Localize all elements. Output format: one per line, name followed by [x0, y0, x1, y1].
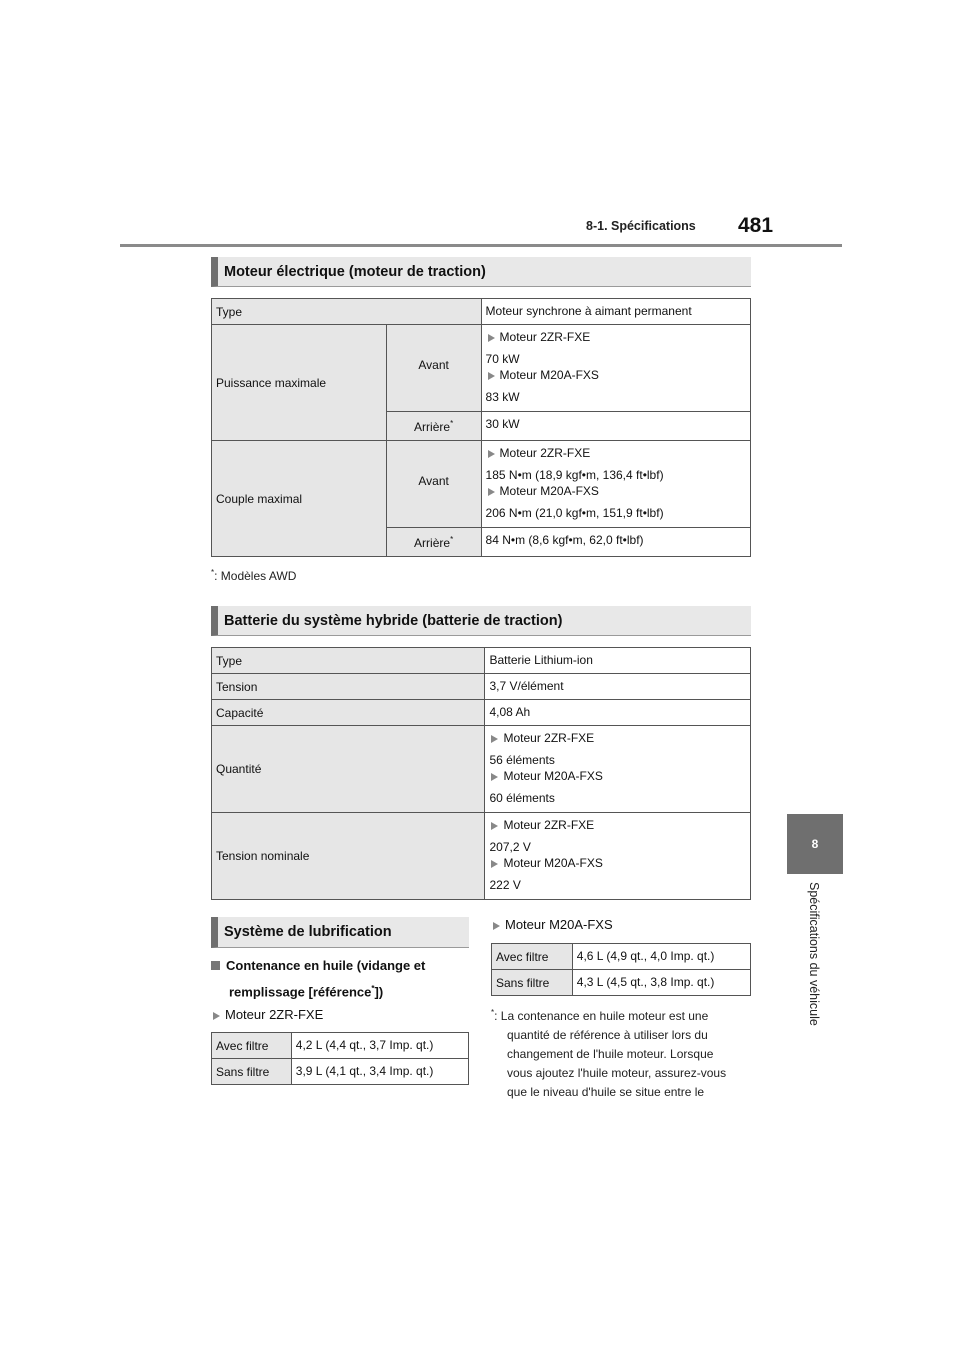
cell-value: 4,08 Ah [485, 700, 751, 726]
cell-sublabel: Avant [386, 325, 481, 412]
chapter-tab[interactable] [787, 814, 843, 874]
cell-label: Capacité [212, 700, 485, 726]
chapter-label: Spécifications du véhicule [807, 882, 821, 1026]
triangle-bullet-icon [493, 922, 500, 930]
cell-value: 3,7 V/élément [485, 674, 751, 700]
table-row [212, 1059, 469, 1085]
chapter-number: 8 [811, 837, 819, 851]
square-bullet-icon [211, 961, 220, 970]
motor-heading: Moteur électrique (moteur de traction) [211, 257, 751, 287]
triangle-bullet-icon [488, 372, 495, 380]
table-row [212, 674, 751, 700]
cell-value: 3,9 L (4,1 qt., 3,4 Imp. qt.) [291, 1059, 468, 1085]
cell-value: 4,6 L (4,9 qt., 4,0 Imp. qt.) [572, 944, 750, 970]
table-row [212, 299, 751, 325]
cell-label: Couple maximal [212, 441, 387, 557]
cell-value: Moteur 2ZR-FXE 70 kW Moteur M20A-FXS 83 kW [481, 325, 750, 412]
cell-value: 4,2 L (4,4 qt., 3,7 Imp. qt.) [291, 1033, 468, 1059]
triangle-bullet-icon [491, 735, 498, 743]
triangle-bullet-icon [488, 334, 495, 342]
cell-sublabel: Avant [386, 441, 481, 528]
oil-footnote: *: La contenance en huile moteur est une quantité de référence à utiliser lors du changement de l'huile moteur. Lorsque vous ajoutez l'huile moteur, assurez-vous que le niveau d'huile se situe entre le [491, 1008, 727, 1099]
table-row [212, 813, 751, 900]
cell-sublabel: Arrière* [386, 412, 481, 441]
cell-label: Type [212, 648, 485, 674]
table-row [212, 700, 751, 726]
cell-value: Moteur synchrone à aimant permanent [481, 299, 750, 325]
triangle-bullet-icon [491, 773, 498, 781]
cell-value: Batterie Lithium-ion [485, 648, 751, 674]
triangle-bullet-icon [491, 822, 498, 830]
cell-label: Type [212, 299, 482, 325]
table-row [492, 970, 751, 996]
lubrication-heading: Système de lubrification [211, 917, 469, 948]
battery-heading: Batterie du système hybride (batterie de traction) [211, 606, 751, 636]
cell-label: Puissance maximale [212, 325, 387, 441]
cell-value: Moteur 2ZR-FXE 56 éléments Moteur M20A-FXS 60 éléments [485, 726, 751, 813]
section-title: 8-1. Spécifications [586, 219, 696, 233]
cell-label: Tension [212, 674, 485, 700]
table-row [212, 1033, 469, 1059]
cell-value: 84 N•m (8,6 kgf•m, 62,0 ft•lbf) [481, 528, 750, 557]
engine-m20a-label: Moteur M20A-FXS [491, 917, 613, 932]
battery-table [211, 647, 751, 900]
table-row [212, 726, 751, 813]
engine-2zr-label: Moteur 2ZR-FXE [211, 1007, 323, 1022]
table-row [492, 944, 751, 970]
motor-table [211, 298, 751, 557]
triangle-bullet-icon [213, 1012, 220, 1020]
triangle-bullet-icon [488, 450, 495, 458]
table-row [212, 648, 751, 674]
triangle-bullet-icon [491, 860, 498, 868]
oil-capacity-title: Contenance en huile (vidange et remplissage [référence*]) [211, 954, 425, 1003]
page-number: 481 [738, 214, 774, 237]
cell-label: Sans filtre [492, 970, 573, 996]
cell-value: Moteur 2ZR-FXE 185 N•m (18,9 kgf•m, 136,4 ft•lbf) Moteur M20A-FXS 206 N•m (21,0 kgf•m, 151,9 ft•lbf) [481, 441, 750, 528]
cell-label: Tension nominale [212, 813, 485, 900]
cell-label: Quantité [212, 726, 485, 813]
cell-sublabel: Arrière* [386, 528, 481, 557]
cell-value: 30 kW [481, 412, 750, 441]
cell-value: 4,3 L (4,5 qt., 3,8 Imp. qt.) [572, 970, 750, 996]
table-row [212, 441, 751, 528]
cell-label: Avec filtre [212, 1033, 292, 1059]
oil-m20a-table [491, 943, 751, 996]
cell-label: Avec filtre [492, 944, 573, 970]
motor-footnote: *: Modèles AWD [211, 568, 297, 583]
header-divider [120, 244, 842, 247]
table-row [212, 325, 751, 412]
cell-label: Sans filtre [212, 1059, 292, 1085]
cell-value: Moteur 2ZR-FXE 207,2 V Moteur M20A-FXS 222 V [485, 813, 751, 900]
oil-2zr-table [211, 1032, 469, 1085]
triangle-bullet-icon [488, 488, 495, 496]
